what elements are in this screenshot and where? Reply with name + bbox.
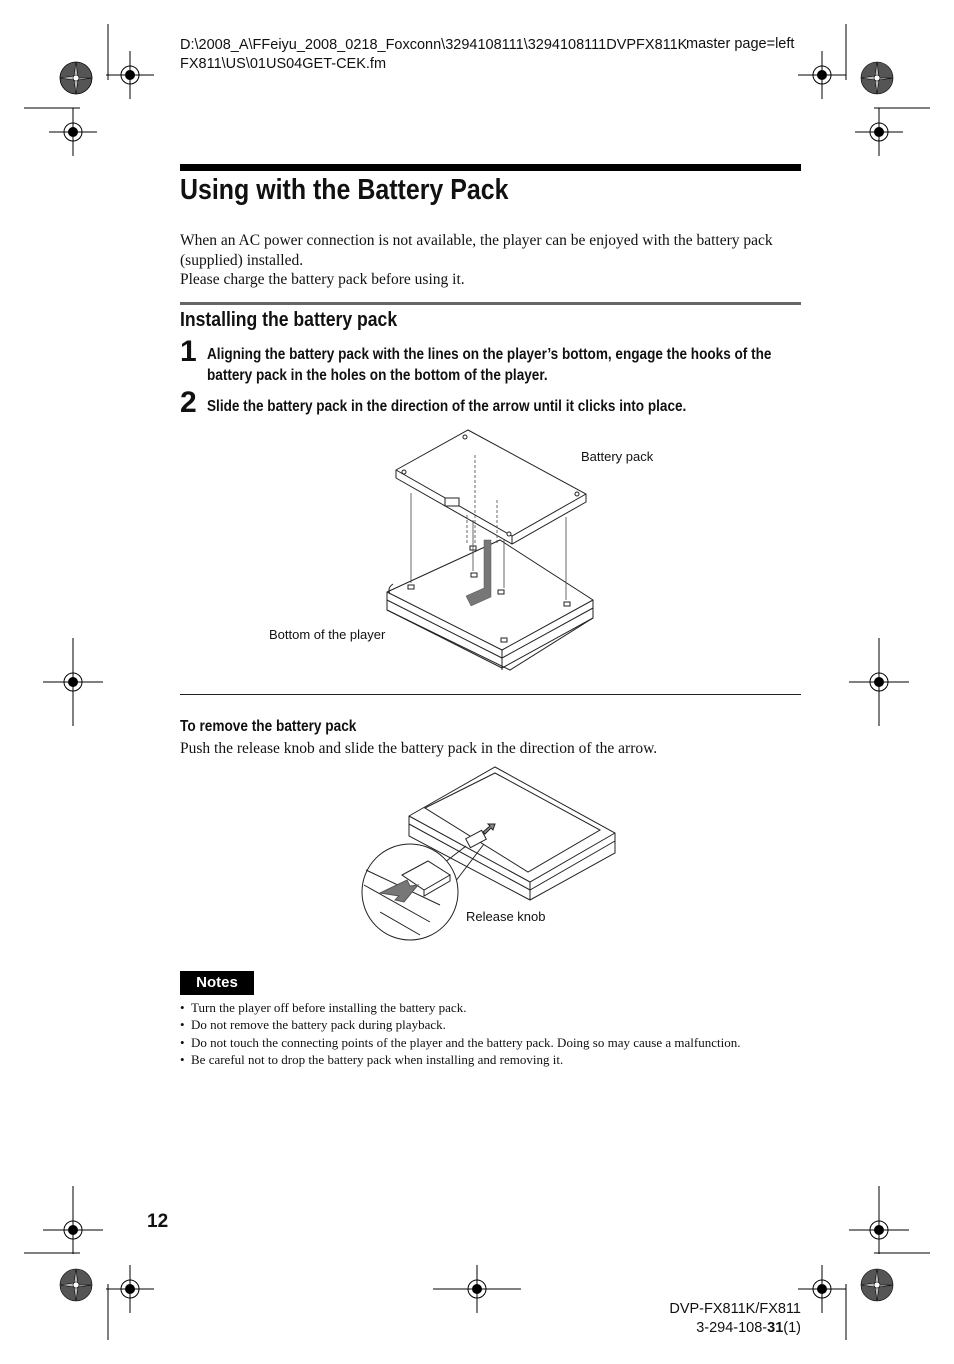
note-item: • Do not touch the connecting points of the player and the battery pack. Doing so may cause a malfunction.	[180, 1034, 805, 1051]
page-number: 12	[147, 1211, 169, 1232]
file-path-line-2: FX811\US\01US04GET-CEK.fm	[180, 56, 387, 72]
remove-text: Push the release knob and slide the battery pack in the direction of the arrow.	[180, 740, 658, 757]
master-page-label: master page=left	[686, 36, 795, 52]
file-path-line-1: D:\2008_A\FFeiyu_2008_0218_Foxconn\3294108111\3294108111DVPFX811K	[180, 37, 688, 53]
note-item: • Be careful not to drop the battery pack when installing and removing it.	[180, 1051, 805, 1068]
note-item: • Do not remove the battery pack during playback.	[180, 1016, 805, 1033]
step-1-text: Aligning the battery pack with the lines on the player’s bottom, engage the hooks of the battery pack in the holes on the bottom of the player.	[207, 346, 772, 384]
note-item: • Turn the player off before installing the battery pack.	[180, 999, 805, 1016]
part-code-bold: 31	[767, 1320, 784, 1336]
model-info	[669, 1300, 801, 1338]
player-bottom-label: Bottom of the player	[269, 627, 386, 642]
step-1-number: 1	[180, 335, 197, 368]
step-2-number: 2	[180, 386, 197, 419]
notes-list	[180, 999, 805, 1068]
notes-heading: Notes	[180, 971, 254, 995]
intro-line-2: (supplied) installed.	[180, 251, 304, 269]
intro-line-3: Please charge the battery pack before using it.	[180, 271, 465, 288]
page-title: Using with the Battery Pack	[180, 174, 509, 206]
part-code	[669, 1319, 801, 1338]
remove-title: To remove the battery pack	[180, 718, 357, 735]
battery-pack-label: Battery pack	[581, 449, 654, 464]
section-title: Installing the battery pack	[180, 309, 398, 331]
part-code-prefix: 3-294-108-	[696, 1320, 768, 1336]
release-knob-label: Release knob	[466, 909, 546, 924]
intro-line-1: When an AC power connection is not available, the player can be enjoyed with the battery pack	[180, 232, 773, 249]
model-name: DVP-FX811K/FX811	[669, 1301, 801, 1317]
step-2-text: Slide the battery pack in the direction of the arrow until it clicks into place.	[207, 398, 687, 415]
part-code-suffix: (1)	[783, 1320, 801, 1336]
